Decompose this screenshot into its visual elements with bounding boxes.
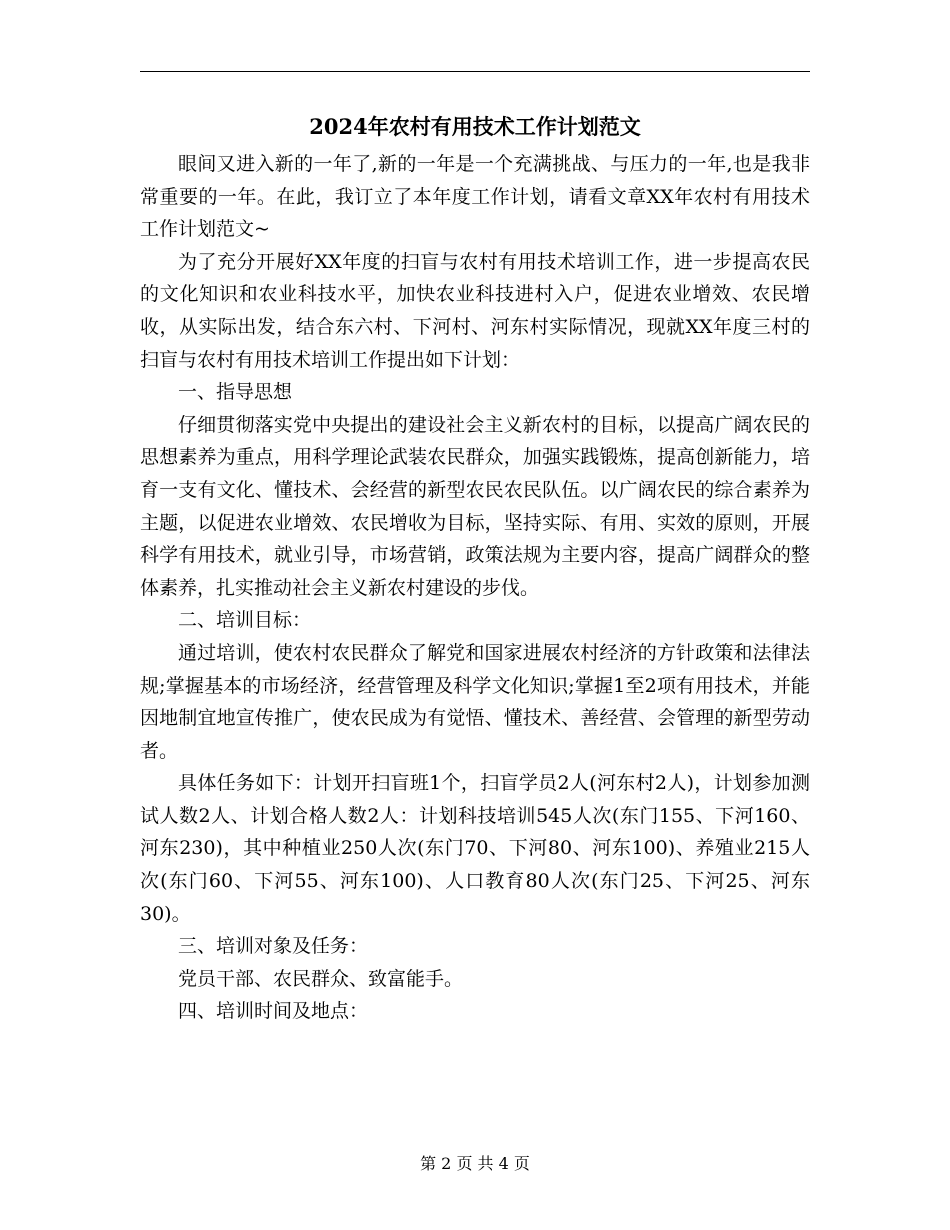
section-heading-training-time-place: 四、培训时间及地点： (178, 1000, 369, 1023)
document-body (140, 148, 810, 1028)
training-targets-paragraph: 党员干部、农民群众、致富能手。 (178, 967, 464, 990)
page-indicator: 第 2 页 共 4 页 (420, 1154, 530, 1173)
purpose-paragraph: 为了充分开展好XX年度的扫盲与农村有用技术培训工作，进一步提高农民的文化知识和农业科技水平，加快农业科技进村入户，促进农业增效、农民增收，从实际出发，结合东六村、下河村、河东村实际情况，现就XX年度三村的扫盲与农村有用技术培训工作提出如下计划： (140, 250, 810, 371)
header-rule (140, 71, 810, 72)
section-heading-training-targets: 三、培训对象及任务： (178, 935, 369, 958)
section-heading-training-goals: 二、培训目标： (178, 609, 312, 632)
document-title: 2024年农村有用技术工作计划范文 (309, 114, 641, 139)
intro-paragraph: 眼间又进入新的一年了,新的一年是一个充满挑战、与压力的一年,也是我非常重要的一年。在此，我订立了本年度工作计划，请看文章XX年农村有用技术工作计划范文~ (140, 153, 810, 241)
section-heading-guiding-ideology: 一、指导思想 (178, 381, 293, 404)
specific-tasks-paragraph: 具体任务如下：计划开扫盲班1个，扫盲学员2人(河东村2人)，计划参加测试人数2人、计划合格人数2人：计划科技培训545人次(东门155、下河160、河东230)，其中种植业250人次(东门70、下河80、河东100)、养殖业215人次(东门60、下河55、河东100)、人口教育80人次(东门25、下河25、河东30)。 (140, 772, 810, 925)
guiding-ideology-paragraph: 仔细贯彻落实党中央提出的建设社会主义新农村的目标，以提高广阔农民的思想素养为重点，用科学理论武装农民群众，加强实践锻炼，提高创新能力，培育一支有文化、懂技术、会经营的新型农民农民队伍。以广阔农民的综合素养为主题，以促进农业增效、农民增收为目标，坚持实际、有用、实效的原则，开展科学有用技术，就业引导，市场营销，政策法规为主要内容，提高广阔群众的整体素养，扎实推动社会主义新农村建设的步伐。 (140, 413, 810, 599)
training-goals-paragraph: 通过培训，使农村农民群众了解党和国家进展农村经济的方针政策和法律法规;掌握基本的市场经济，经营管理及科学文化知识;掌握1至2项有用技术，并能因地制宜地宣传推广，使农民成为有觉悟、懂技术、善经营、会管理的新型劳动者。 (140, 641, 810, 762)
